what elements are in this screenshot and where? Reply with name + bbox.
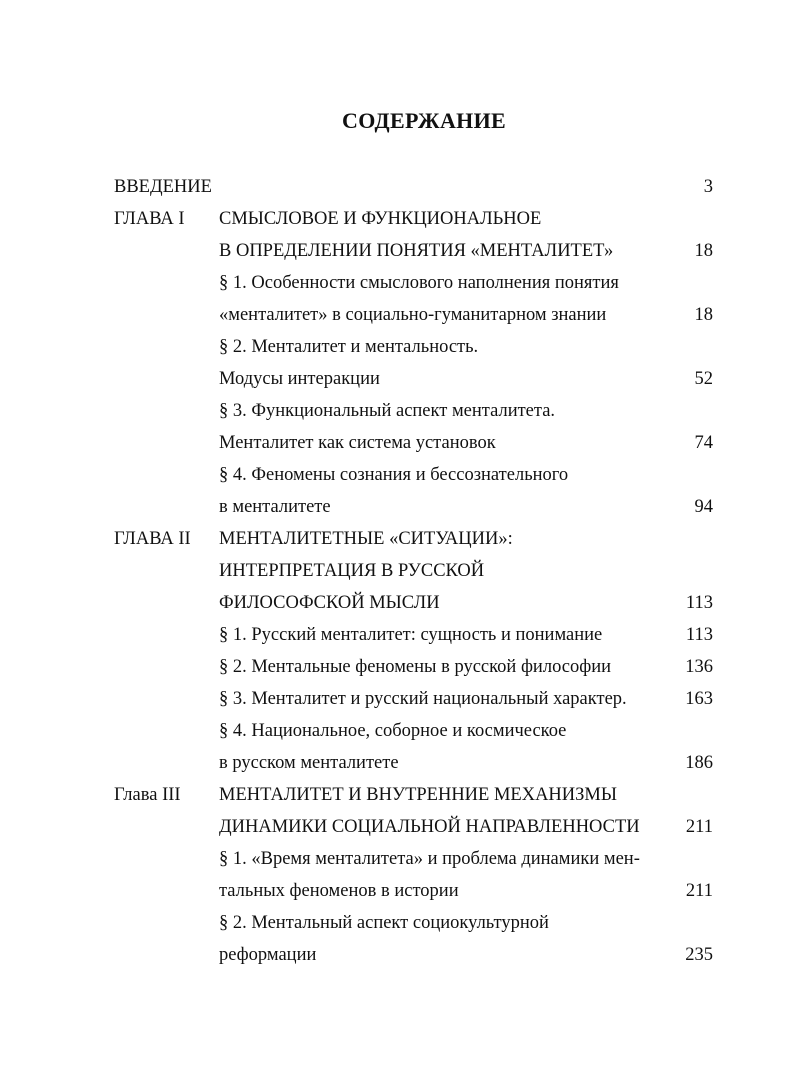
toc-page-number: 113 <box>685 625 713 645</box>
toc-entry-text: Менталитет как система установок <box>219 433 496 453</box>
toc-entry-text: § 1. «Время менталитета» и проблема динамики мен- <box>219 849 640 869</box>
toc-entry-text: § 3. Функциональный аспект менталитета. <box>219 401 556 421</box>
toc-entry-text: § 1. Русский менталитет: сущность и понимание <box>219 625 603 645</box>
toc-entry-text: § 1. Особенности смыслового наполнения понятия <box>219 273 619 293</box>
toc-page-number: 52 <box>694 369 713 389</box>
toc-entry-text: § 2. Ментальные феномены в русской философии <box>219 657 612 677</box>
toc-row <box>0 748 793 778</box>
toc-page-number: 18 <box>694 305 713 325</box>
toc-row-chapter-3-heading <box>0 780 793 810</box>
toc-page-number: 163 <box>685 689 713 709</box>
toc-row <box>0 684 793 714</box>
toc-row <box>0 940 793 970</box>
toc-row <box>0 716 793 746</box>
toc-page-number: 94 <box>694 497 713 517</box>
toc-page-number: 211 <box>685 817 713 837</box>
toc-chapter-label: Глава III <box>114 785 181 805</box>
toc-chapter-label: ГЛАВА II <box>114 529 191 549</box>
toc-chapter-label: ГЛАВА I <box>114 209 185 229</box>
toc-entry-text: Модусы интеракции <box>219 369 380 389</box>
toc-row <box>0 620 793 650</box>
toc-row <box>0 908 793 938</box>
toc-entry-text: В ОПРЕДЕЛЕНИИ ПОНЯТИЯ «МЕНТАЛИТЕТ» <box>219 241 614 261</box>
toc-row-introduction <box>0 172 793 202</box>
toc-entry-text: «менталитет» в социально-гуманитарном знании <box>219 305 607 325</box>
toc-entry-text: тальных феноменов в истории <box>219 881 459 901</box>
toc-entry-text: в менталитете <box>219 497 331 517</box>
toc-row <box>0 268 793 298</box>
toc-row <box>0 556 793 586</box>
toc-entry-text: МЕНТАЛИТЕТНЫЕ «СИТУАЦИИ»: <box>219 529 513 549</box>
toc-row <box>0 428 793 458</box>
toc-entry-text: ВВЕДЕНИЕ <box>114 177 212 197</box>
toc-page-number: 136 <box>685 657 713 677</box>
toc-row <box>0 652 793 682</box>
toc-row <box>0 332 793 362</box>
toc-entry-text: ИНТЕРПРЕТАЦИЯ В РУССКОЙ <box>219 561 485 581</box>
toc-entry-text: реформации <box>219 945 317 965</box>
toc-entry-text: § 4. Феномены сознания и бессознательного <box>219 465 569 485</box>
toc-row <box>0 876 793 906</box>
page-title: СОДЕРЖАНИЕ <box>342 108 506 133</box>
toc-entry-text: § 2. Ментальный аспект социокультурной <box>219 913 549 933</box>
toc-entry-text: § 3. Менталитет и русский национальный характер. <box>219 689 627 709</box>
toc-page-number: 186 <box>685 753 713 773</box>
toc-page-number: 74 <box>694 433 713 453</box>
toc-row <box>0 460 793 490</box>
toc-row <box>0 236 793 266</box>
toc-row <box>0 492 793 522</box>
toc-page-number: 18 <box>694 241 713 261</box>
toc-row <box>0 300 793 330</box>
toc-entry-text: ФИЛОСОФСКОЙ МЫСЛИ <box>219 593 440 613</box>
toc-page-number: 3 <box>703 177 713 197</box>
toc-row-chapter-2-heading <box>0 524 793 554</box>
toc-entry-text: СМЫСЛОВОЕ И ФУНКЦИОНАЛЬНОЕ <box>219 209 542 229</box>
toc-entry-text: МЕНТАЛИТЕТ И ВНУТРЕННИЕ МЕХАНИЗМЫ <box>219 785 618 805</box>
toc-page-number: 211 <box>685 881 713 901</box>
toc-row <box>0 588 793 618</box>
toc-page-number: 113 <box>685 593 713 613</box>
toc-row <box>0 844 793 874</box>
toc-entry-text: в русском менталитете <box>219 753 399 773</box>
toc-row-chapter-1-heading <box>0 204 793 234</box>
toc-row <box>0 364 793 394</box>
toc-row <box>0 812 793 842</box>
toc-entry-text: ДИНАМИКИ СОЦИАЛЬНОЙ НАПРАВЛЕННОСТИ <box>219 817 640 837</box>
toc-entry-text: § 2. Менталитет и ментальность. <box>219 337 479 357</box>
toc-row <box>0 396 793 426</box>
toc-entry-text: § 4. Национальное, соборное и космическое <box>219 721 567 741</box>
toc-page-number: 235 <box>685 945 713 965</box>
